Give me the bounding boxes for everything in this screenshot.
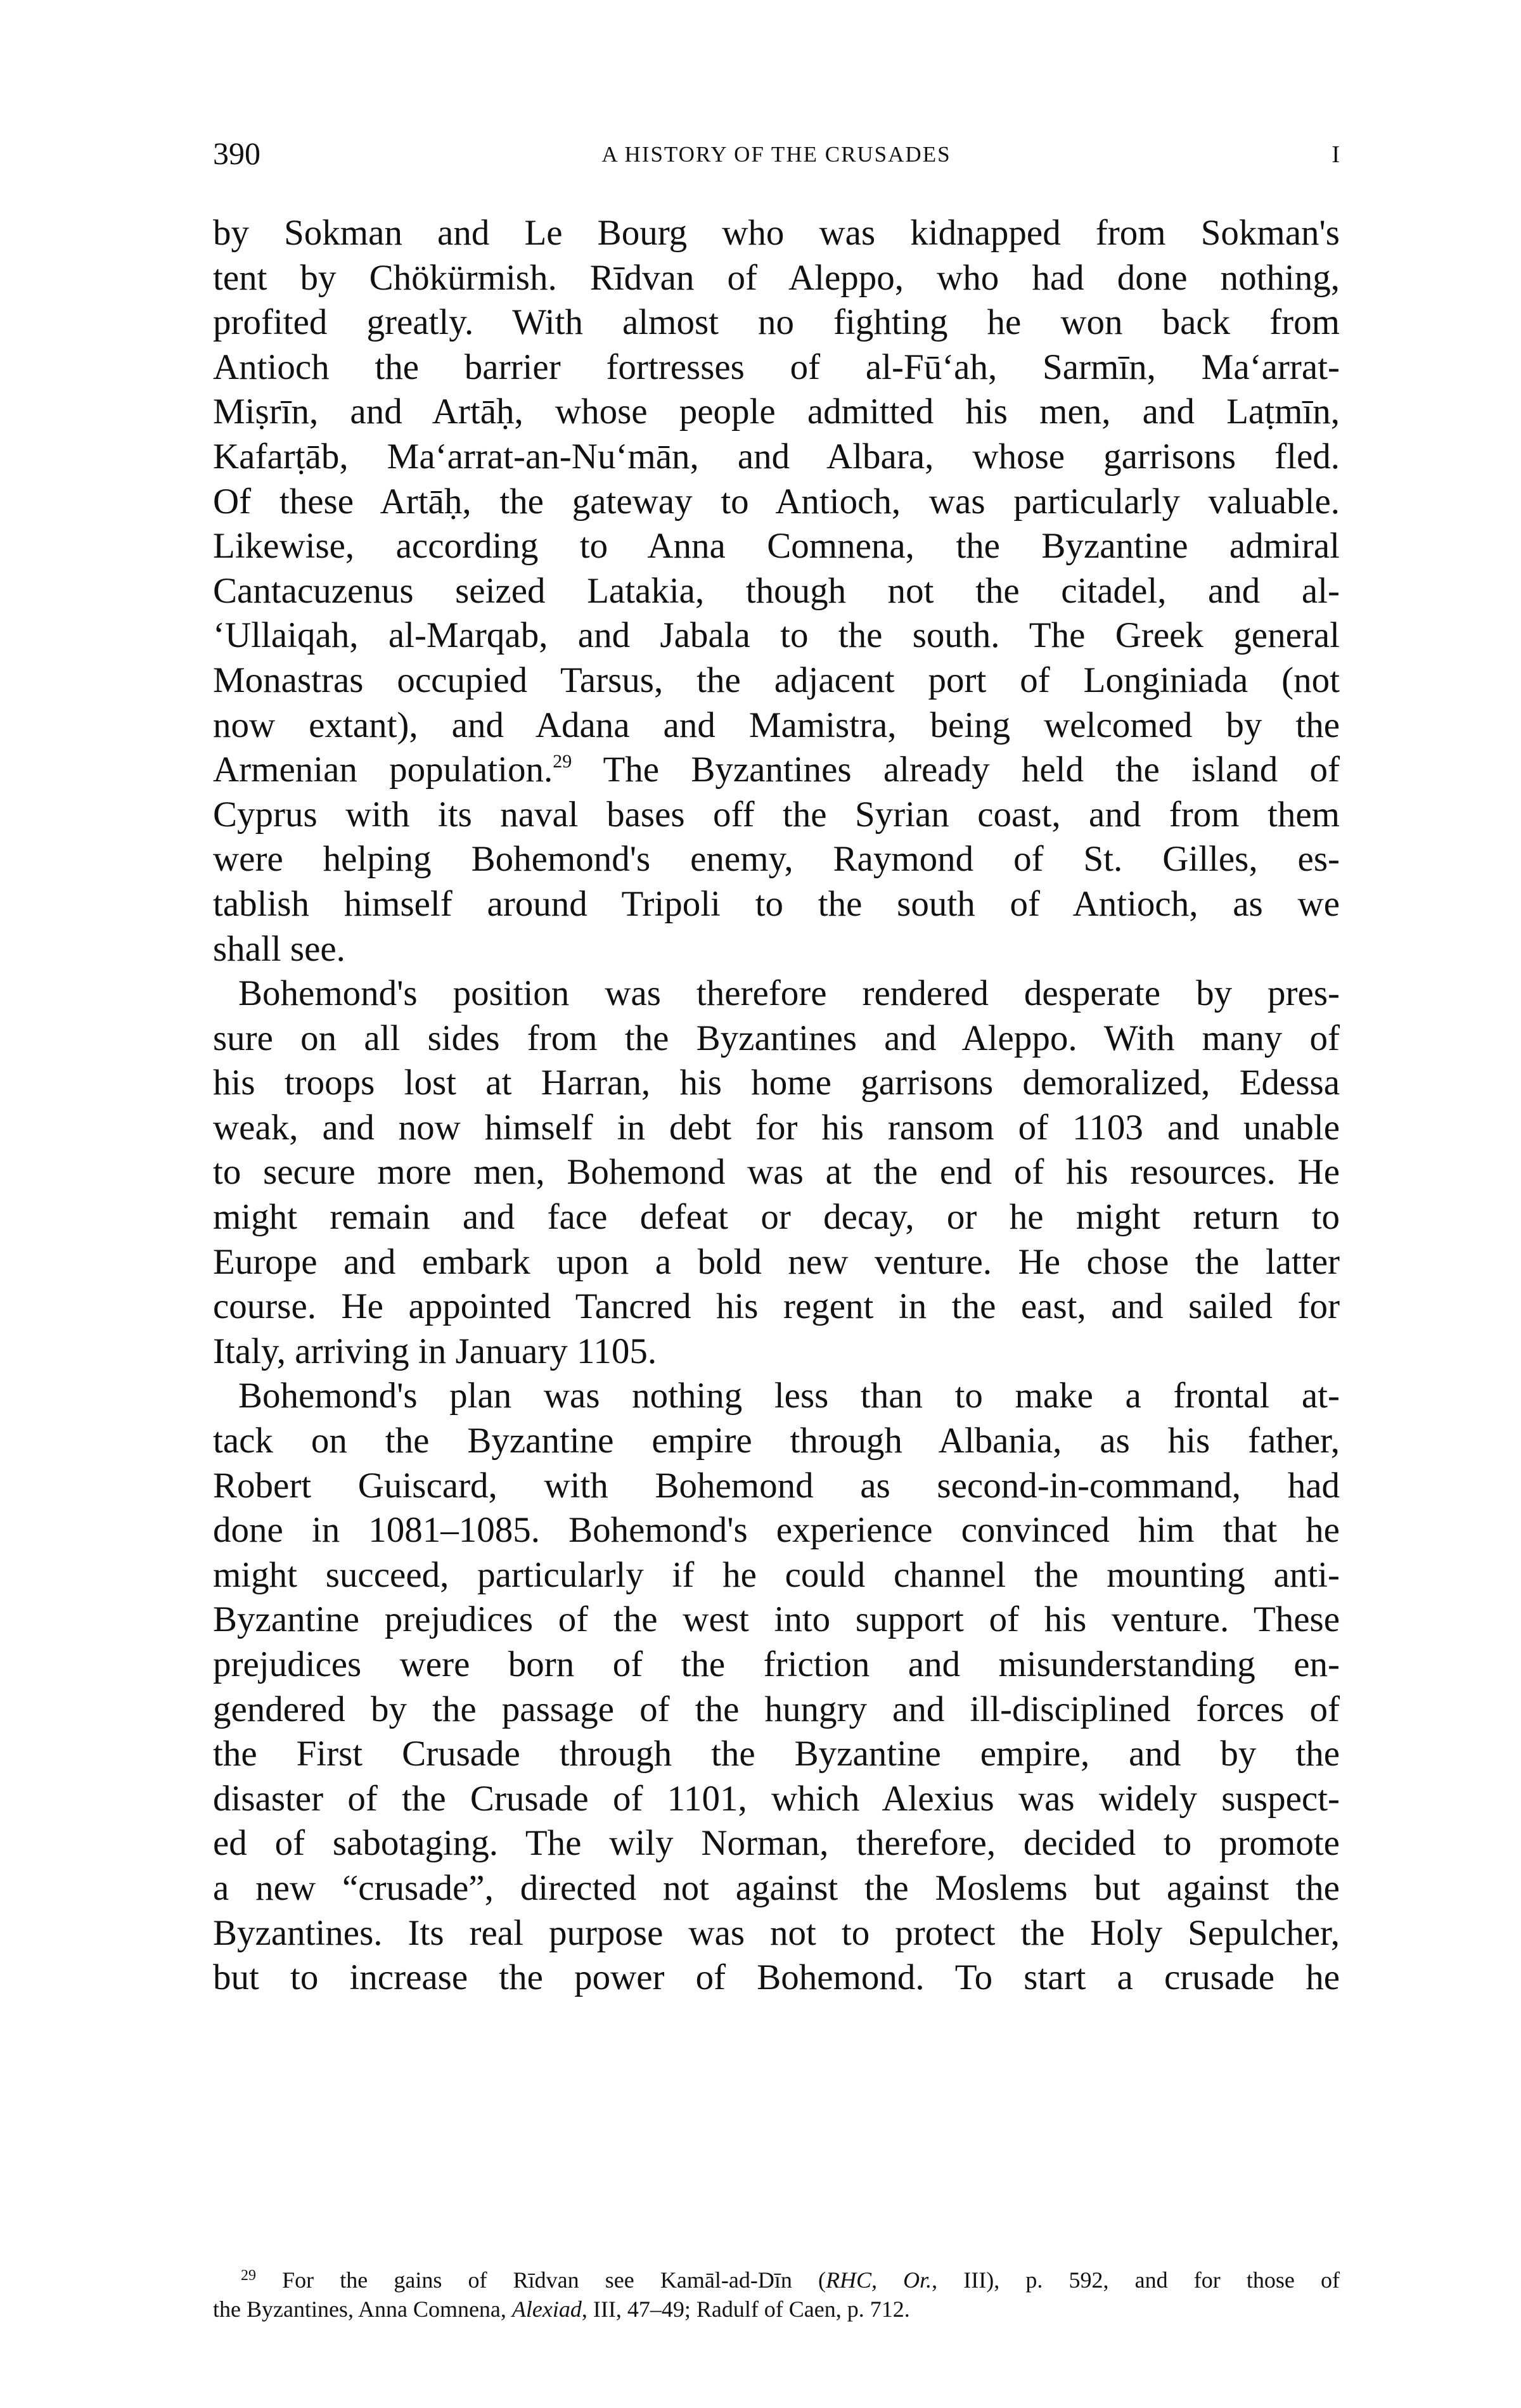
text-line: disaster of the Crusade of 1101, which Alexius was widely suspect- [213, 1778, 1340, 1819]
paragraph-end-line: shall see. [213, 928, 345, 969]
text-line: Likewise, according to Anna Comnena, the Byzantine admiral [213, 526, 1340, 567]
footnote-text: , III, 47–49; Radulf of Caen, p. 712. [581, 2296, 910, 2322]
footnote-mark: 29 [241, 2267, 256, 2284]
text-line: Kafarṭāb, Ma‘arrat-an-Nu‘mān, and Albara, whose garrisons fled. [213, 436, 1340, 477]
text-line: to secure more men, Bohemond was at the end of his resources. He [213, 1152, 1340, 1193]
text-line: done in 1081–1085. Bohemond's experience convinced him that he [213, 1510, 1340, 1551]
running-head [213, 134, 1340, 172]
text-line: Europe and embark upon a bold new venture. He chose the latter [213, 1241, 1340, 1282]
footnote-source-rhc: RHC, Or. [825, 2267, 932, 2293]
text-line-with-footnote-ref [213, 748, 1340, 793]
footnote-text: For the gains of Rīdvan see Kamāl-ad-Dīn ( [282, 2267, 826, 2293]
paragraph-start-line: Bohemond's plan was nothing less than to make a frontal at- [238, 1376, 1340, 1416]
running-title: A HISTORY OF THE CRUSADES [601, 142, 951, 167]
text-line: might succeed, particularly if he could channel the mounting anti- [213, 1554, 1340, 1595]
text-line: ‘Ullaiqah, al-Marqab, and Jabala to the south. The Greek general [213, 615, 1340, 656]
footnote-source-alexiad: Alexiad [511, 2296, 582, 2322]
text-line: the First Crusade through the Byzantine empire, and by the [213, 1734, 1340, 1774]
paragraph-start-line: Bohemond's position was therefore rendered desperate by pres- [238, 973, 1340, 1014]
chapter-marker: I [1332, 141, 1340, 168]
footnote-line [213, 2295, 1340, 2324]
footnote-text: , III), p. 592, and for those of [932, 2267, 1340, 2293]
text-line: profited greatly. With almost no fighting he won back from [213, 302, 1340, 343]
text-line: Cantacuzenus seized Latakia, though not the citadel, and al- [213, 570, 1340, 611]
text-line: ed of sabotaging. The wily Norman, therefore, decided to promote [213, 1823, 1340, 1864]
text-line: Of these Artāḥ, the gateway to Antioch, was particularly valuable. [213, 481, 1340, 522]
text-fragment: The Byzantines already held the island of [572, 750, 1340, 790]
page-number: 390 [213, 136, 260, 171]
text-line: were helping Bohemond's enemy, Raymond of St. Gilles, es- [213, 839, 1340, 880]
text-line: might remain and face defeat or decay, or he might return to [213, 1197, 1340, 1238]
text-line: now extant), and Adana and Mamistra, being welcomed by the [213, 705, 1340, 745]
text-line: but to increase the power of Bohemond. To start a crusade he [213, 1957, 1340, 1998]
text-line: Byzantines. Its real purpose was not to protect the Holy Sepulcher, [213, 1912, 1340, 1953]
text-line: course. He appointed Tancred his regent in the east, and sailed for [213, 1286, 1340, 1327]
text-line: sure on all sides from the Byzantines and Aleppo. With many of [213, 1018, 1340, 1058]
text-line: tack on the Byzantine empire through Albania, as his father, [213, 1421, 1340, 1461]
text-line: Antioch the barrier fortresses of al-Fū‘ah, Sarmīn, Ma‘arrat- [213, 347, 1340, 387]
text-line: by Sokman and Le Bourg who was kidnapped from Sokman's [213, 213, 1340, 253]
footnote-reference: 29 [553, 751, 572, 772]
text-fragment: Armenian population. [213, 750, 553, 790]
footnote [213, 2265, 1340, 2324]
text-line: his troops lost at Harran, his home garrisons demoralized, Edessa [213, 1063, 1340, 1103]
text-line: Robert Guiscard, with Bohemond as second-in-command, had [213, 1465, 1340, 1506]
text-line: tablish himself around Tripoli to the south of Antioch, as we [213, 883, 1340, 924]
body-text [213, 211, 1340, 2001]
paragraph-end-line: Italy, arriving in January 1105. [213, 1331, 657, 1371]
text-line: tent by Chökürmish. Rīdvan of Aleppo, who had done nothing, [213, 257, 1340, 298]
footnote-text: the Byzantines, Anna Comnena, [213, 2296, 512, 2322]
text-line: weak, and now himself in debt for his ransom of 1103 and unable [213, 1107, 1340, 1148]
text-line: gendered by the passage of the hungry and ill-disciplined forces of [213, 1689, 1340, 1729]
footnote-line [213, 2265, 1340, 2295]
text-line: Cyprus with its naval bases off the Syrian coast, and from them [213, 794, 1340, 835]
text-line: Miṣrīn, and Artāḥ, whose people admitted his men, and Laṭmīn, [213, 392, 1340, 432]
text-line: Monastras occupied Tarsus, the adjacent port of Longiniada (not [213, 660, 1340, 700]
text-line: a new “crusade”, directed not against the Moslems but against the [213, 1867, 1340, 1908]
text-line: prejudices were born of the friction and misunderstanding en- [213, 1644, 1340, 1684]
text-line: Byzantine prejudices of the west into support of his venture. These [213, 1599, 1340, 1640]
